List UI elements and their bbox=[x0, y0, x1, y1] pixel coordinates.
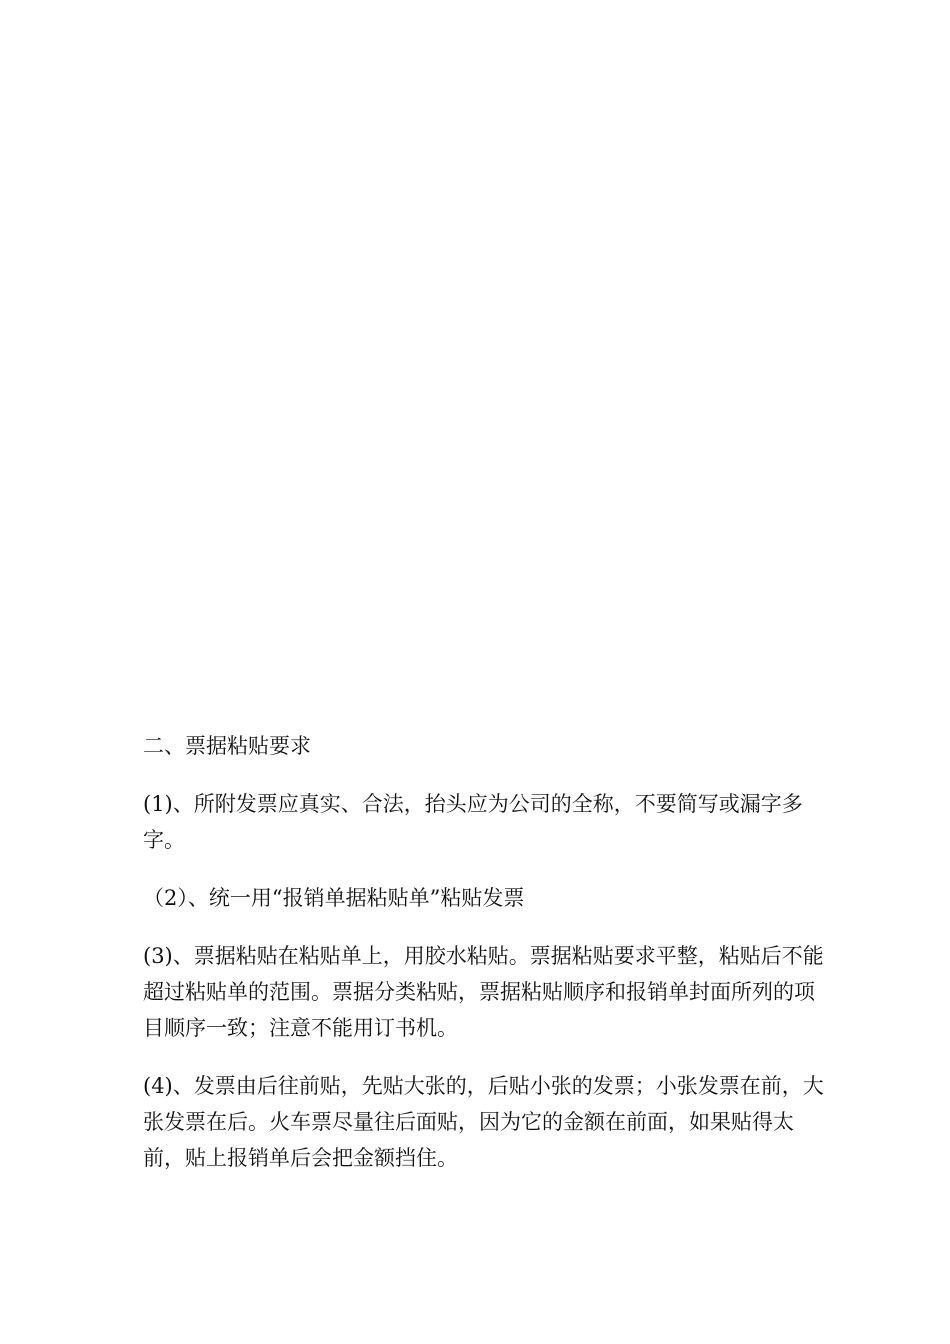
paragraph-1: (1)、所附发票应真实、合法，抬头应为公司的全称，不要简写或漏字多字。 bbox=[143, 792, 803, 852]
paragraph-2: （2）、统一用“报销单据粘贴单”粘贴发票 bbox=[143, 886, 525, 910]
document-body bbox=[143, 728, 833, 1176]
section-heading: 二、票据粘贴要求 bbox=[143, 734, 311, 758]
paragraph-3: (3)、票据粘贴在粘贴单上，用胶水粘贴。票据粘贴要求平整，粘贴后不能超过粘贴单的范围。票据分类粘贴，票据粘贴顺序和报销单封面所列的项目顺序一致；注意不能用订书机。 bbox=[143, 944, 824, 1040]
paragraph-4: (4)、发票由后往前贴，先贴大张的，后贴小张的发票；小张发票在前，大张发票在后。火车票尽量往后面贴，因为它的金额在前面，如果贴得太前，贴上报销单后会把金额挡住。 bbox=[143, 1074, 824, 1170]
